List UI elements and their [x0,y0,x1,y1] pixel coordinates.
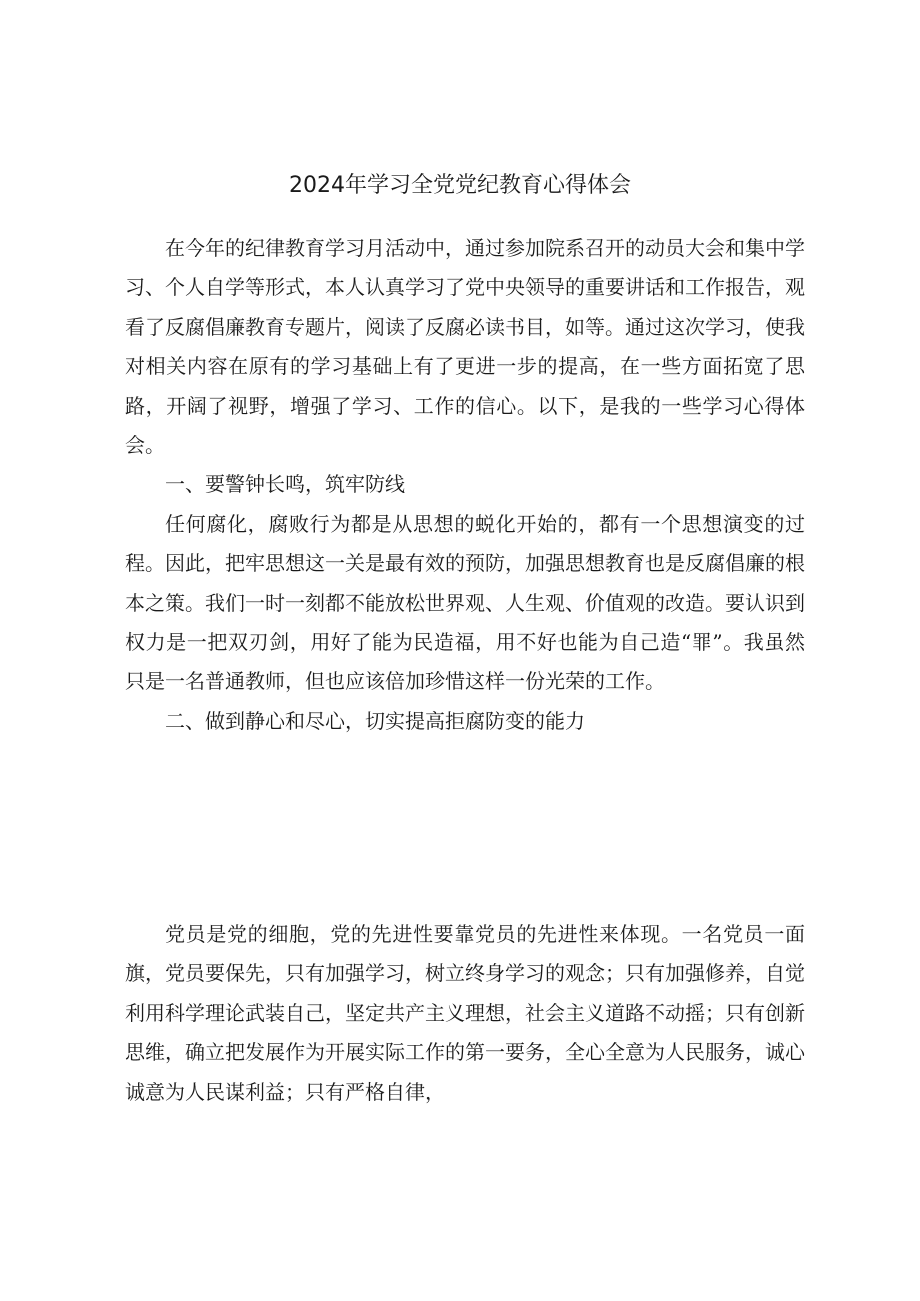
paragraph-section-1: 任何腐化，腐败行为都是从思想的蜕化开始的，都有一个思想演变的过程。因此，把牢思想这一关是最有效的预防，加强思想教育也是反腐倡廉的根本之策。我们一时一刻都不能放松世界观、人生观、价值观的改造。要认识到权力是一把双刃剑，用好了能为民造福，用不好也能为自己造“罪”。我虽然只是一名普通教师，但也应该倍加珍惜这样一份光荣的工作。 [125,511,805,694]
document-body-lower [125,915,805,1112]
document-body-upper [125,229,805,741]
document-title: 2024年学习全党党纪教育心得体会 [289,173,631,198]
paragraph-section-2: 党员是党的细胞，党的先进性要靠党员的先进性来体现。一名党员一面旗，党员要保先，只有加强学习，树立终身学习的观念；只有加强修养，自觉利用科学理论武装自己，坚定共产主义理想，社会主义道路不动摇；只有创新思维，确立把发展作为开展实际工作的第一要务，全心全意为人民服务，诚心诚意为人民谋利益；只有严格自律， [125,922,805,1104]
section-heading-1: 一、要警钟长鸣，筑牢防线 [165,472,405,497]
paragraph-intro: 在今年的纪律教育学习月活动中，通过参加院系召开的动员大会和集中学习、个人自学等形式，本人认真学习了党中央领导的重要讲话和工作报告，观看了反腐倡廉教育专题片，阅读了反腐必读书目，如等。通过这次学习，使我对相关内容在原有的学习基础上有了更进一步的提高，在一些方面拓宽了思路，开阔了视野，增强了学习、工作的信心。以下，是我的一些学习心得体会。 [125,236,805,458]
section-heading-2: 二、做到静心和尽心，切实提高拒腐防变的能力 [165,708,585,733]
